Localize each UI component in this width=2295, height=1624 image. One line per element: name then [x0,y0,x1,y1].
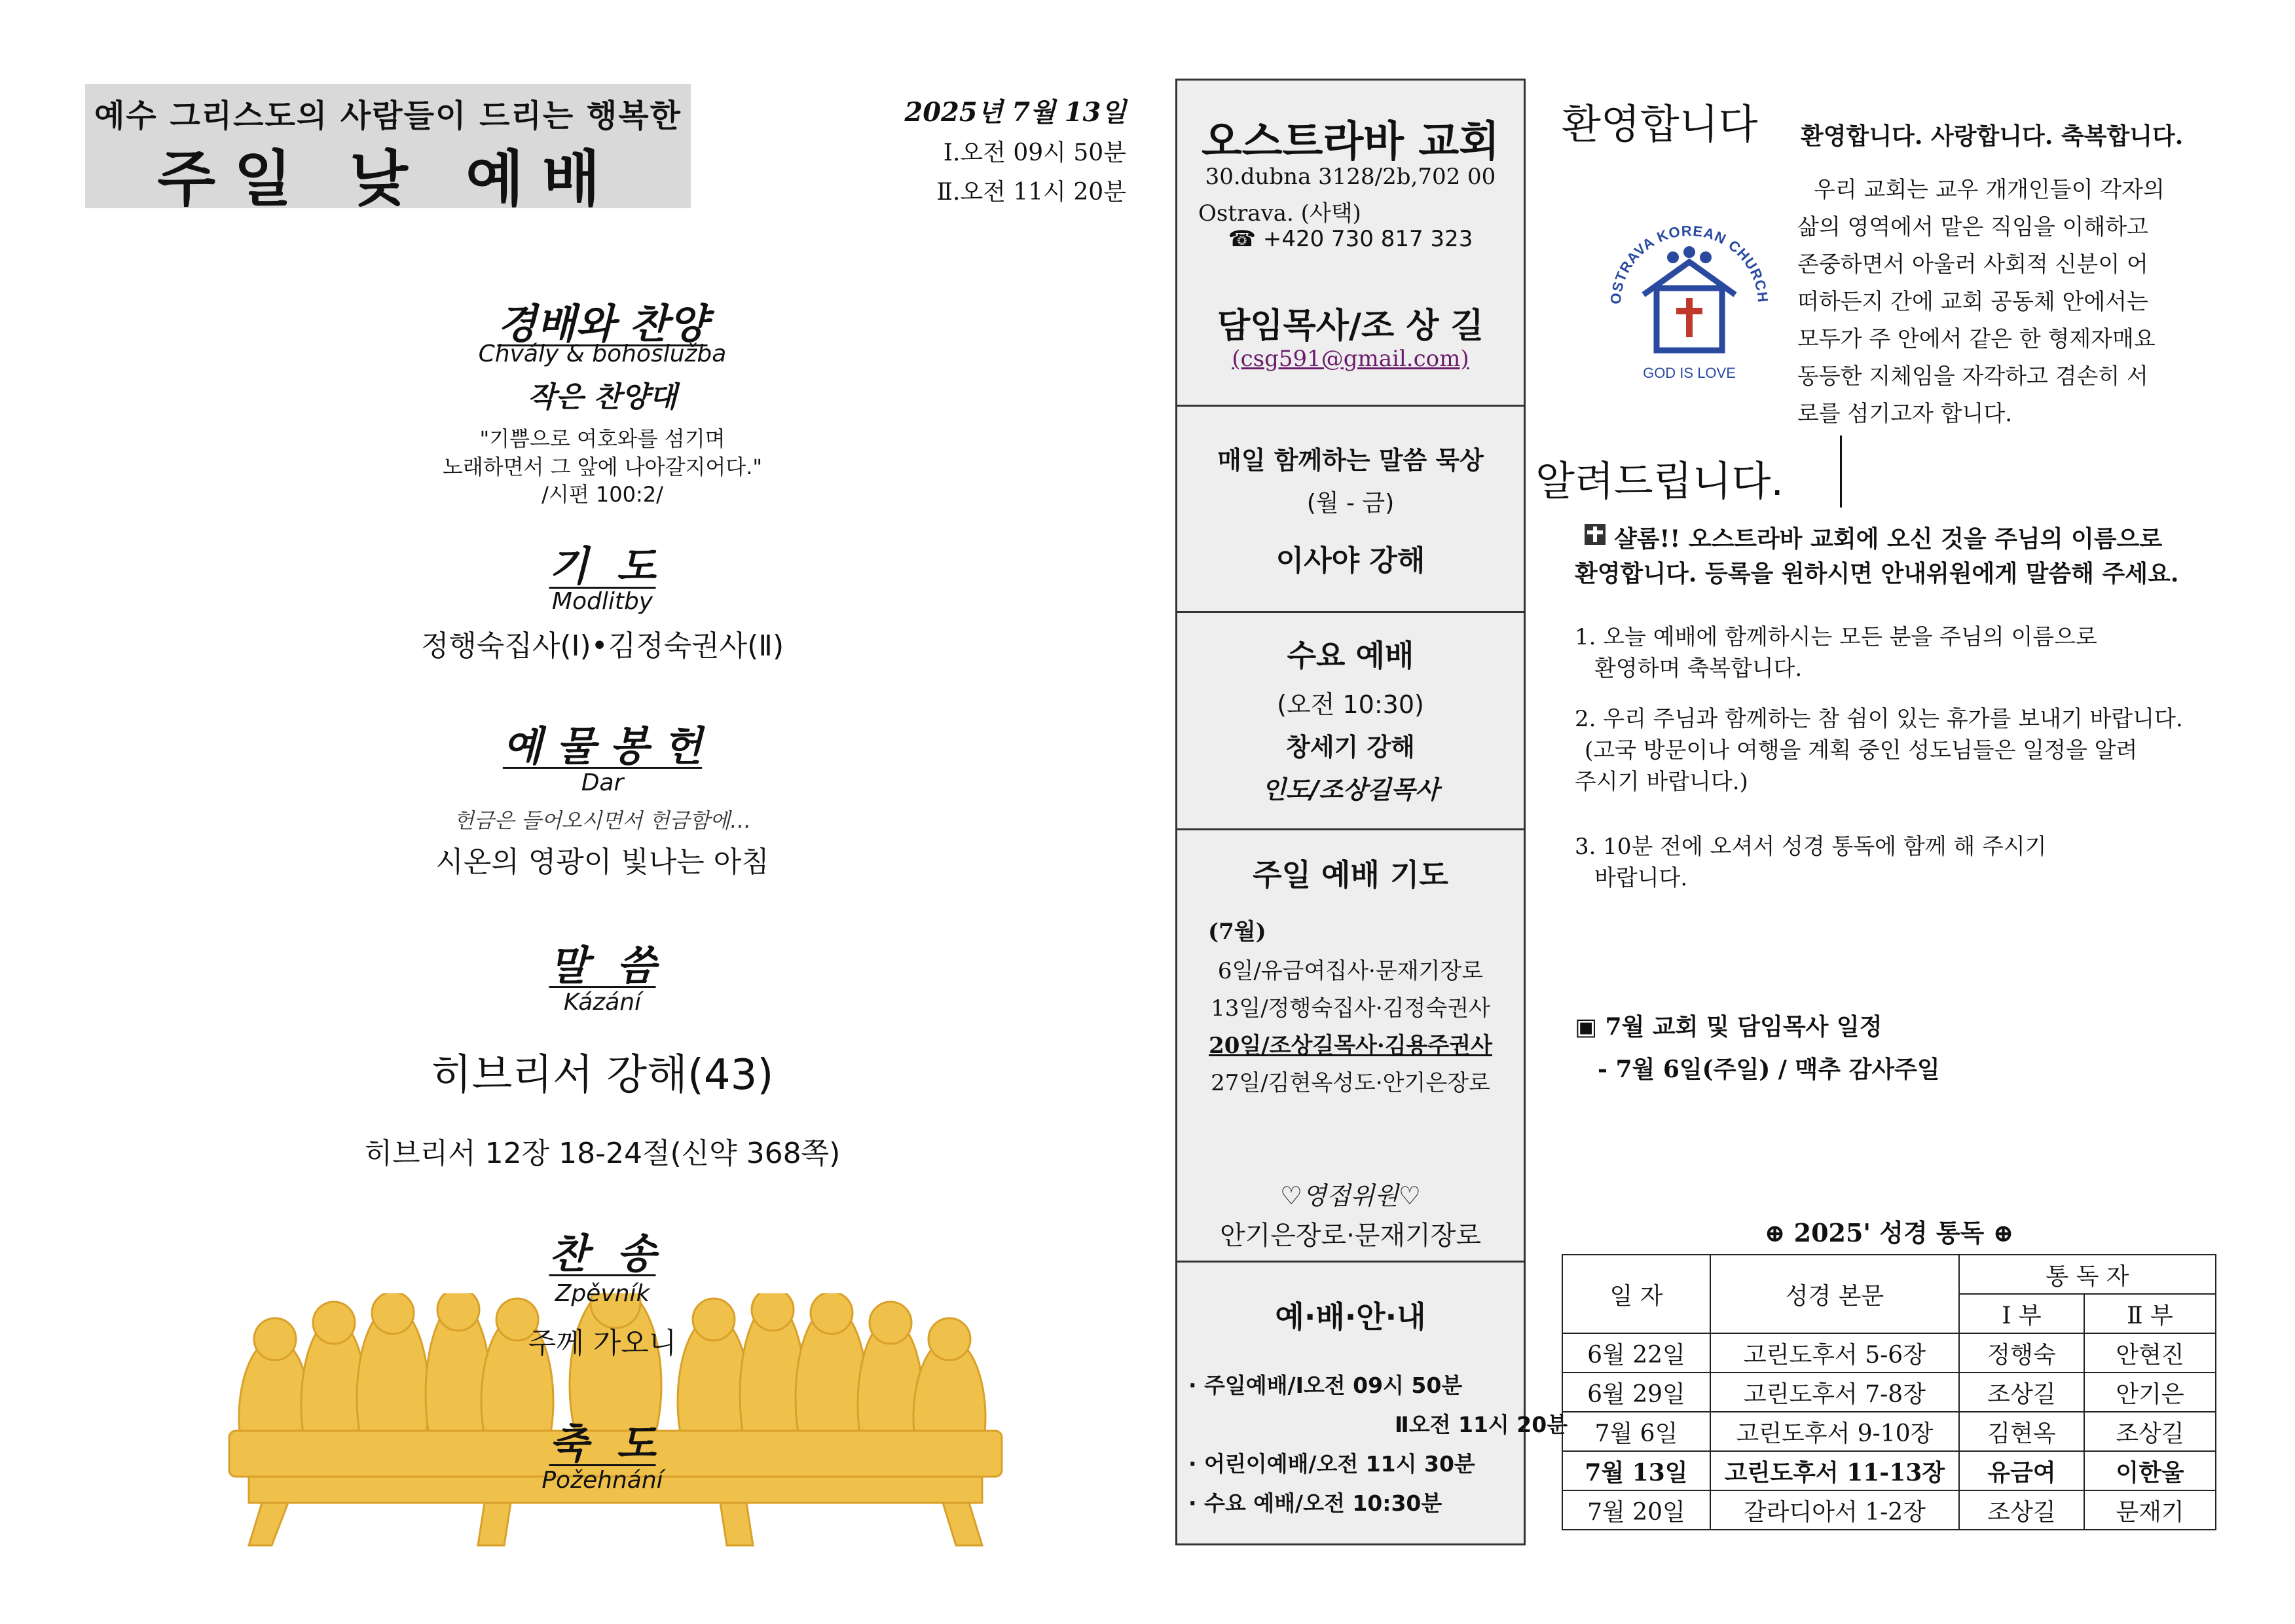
col-header-part1: Ⅰ 부 [1959,1294,2084,1333]
welcome-heading: 환영합니다 [1562,100,1758,148]
table-row-current [1562,1451,2216,1490]
cell-reader1: 조상길 [1959,1490,2084,1530]
church-cross-icon [1585,524,1606,545]
col-header-readers: 통 독 자 [1959,1255,2216,1294]
prayer-schedule-month: (7월) [1208,919,1266,945]
service-title: 주일 낮 예배 [157,144,619,214]
prayer-schedule-title: 주일 예배 기도 [1253,857,1448,893]
wednesday-study: 창세기 강해 [1286,733,1415,762]
col-header-text: 성경 본문 [1710,1255,1959,1333]
service-time-1: Ⅰ.오전 09시 50분 [943,139,1126,166]
greeting-line-2: 환영합니다. 등록을 원하시면 안내위원에게 말씀해 주세요. [1575,560,2179,587]
service-date: 2025년 7월 13일 [904,97,1126,128]
divider [1840,435,1842,507]
divider [1175,611,1526,613]
worship-sub: 작은 찬양대 [528,380,677,414]
worship-latin: Chvály & bohoslužba [478,341,727,367]
welcome-body: 존중하면서 아울러 사회적 신분이 어 [1797,251,2148,278]
divider [1175,1261,1526,1263]
worship-verse-1: "기쁨으로 여호와를 섬기며 [479,426,725,451]
guide-item: · 수요 예배/오전 10:30분 [1188,1490,1442,1516]
prayer-schedule-item: 27일/김현옥성도·안기은장로 [1211,1070,1490,1096]
hymn-title: 주께 가오니 [528,1327,677,1360]
welcome-line: 환영합니다. 사랑합니다. 축복합니다. [1801,122,2184,150]
cell-text: 고린도후서 7-8장 [1710,1373,1959,1412]
church-address-2: Ostrava. (사택) [1198,200,1361,227]
bible-reading-table [1562,1254,2216,1530]
cell-date: 7월 6일 [1562,1412,1710,1451]
cell-text: 갈라디아서 1-2장 [1710,1490,1959,1530]
welcome-body: 로를 섬기고자 합니다. [1797,401,2013,427]
welcome-body: 우리 교회는 교우 개개인들이 각자의 [1814,177,2165,203]
divider [1175,405,1526,407]
logo-text: OSTRAVA KOREAN CHURCH [1607,222,1772,305]
prayer-leaders: 정행숙집사(Ⅰ)•김정숙권사(Ⅱ) [420,629,784,663]
welcome-body: 떠하든지 간에 교회 공동체 안에서는 [1797,289,2148,315]
cell-reader2: 문재기 [2084,1490,2216,1530]
offering-heading: 예 물 봉 헌 [502,722,703,770]
sermon-title: 히브리서 강해(43) [431,1051,774,1099]
cell-reader1: 정행숙 [1959,1333,2084,1373]
guide-item: Ⅱ오전 11시 20분 [1395,1412,1568,1437]
service-subtitle: 예수 그리스도의 사람들이 드리는 행복한 [94,98,682,134]
cell-date: 7월 20일 [1562,1490,1710,1530]
service-time-2: Ⅱ.오전 11시 20분 [936,179,1126,206]
wednesday-time: (오전 10:30) [1277,690,1424,719]
notice-item-1: 1. 오늘 예배에 함께하시는 모든 분을 주님의 이름으로 [1575,624,2097,650]
schedule-title: ▣ 7월 교회 및 담임목사 일정 [1575,1013,1882,1041]
cell-text: 고린도후서 11-13장 [1710,1451,1959,1490]
welcome-body: 삶의 영역에서 맡은 직임을 이해하고 [1797,214,2148,240]
sermon-heading: 말 씀 [549,942,656,989]
worship-verse-ref: /시편 100:2/ [542,482,663,507]
cell-reader2: 안현진 [2084,1333,2216,1373]
benediction-heading: 축 도 [549,1420,656,1467]
daily-meditation-book: 이사야 강해 [1276,544,1425,578]
notice-item-2-cont: 주시기 바랍니다.) [1575,769,1748,795]
cell-text: 고린도후서 5-6장 [1710,1333,1959,1373]
pastor-email[interactable]: (csg591@gmail.com) [1232,346,1469,372]
prayer-schedule-item-current: 20일/조상길목사·김용주권사 [1209,1033,1492,1059]
prayer-latin: Modlitby [551,588,653,615]
notice-item-2-cont: (고국 방문이나 여행을 계획 중인 성도님들은 일정을 알려 [1585,737,2138,764]
church-phone: ☎ +420 730 817 323 [1228,226,1473,252]
worship-heading: 경배와 찬양 [497,300,708,348]
logo-sub: GOD IS LOVE [1643,365,1736,381]
cell-reader2: 안기은 [2084,1373,2216,1412]
cell-reader1: 김현옥 [1959,1412,2084,1451]
offering-hymn: 시온의 영광이 빛나는 아침 [435,845,769,879]
worship-verse-2: 노래하면서 그 앞에 나아갈지어다." [442,454,763,479]
table-row [1562,1490,2216,1530]
wednesday-leader: 인도/조상길목사 [1262,775,1439,804]
cell-date: 6월 29일 [1562,1373,1710,1412]
col-header-part2: Ⅱ 부 [2084,1294,2216,1333]
notice-item-3-cont: 바랍니다. [1594,865,1688,891]
prayer-schedule-item: 13일/정행숙집사·김정숙권사 [1211,995,1490,1022]
offering-latin: Dar [581,769,624,796]
church-address-1: 30.dubna 3128/2b,702 00 [1205,164,1496,190]
benediction-latin: Požehnání [542,1467,663,1494]
table-row [1562,1373,2216,1412]
table-row [1562,1333,2216,1373]
sermon-passage: 히브리서 12장 18-24절(신약 368쪽) [364,1137,841,1170]
notice-heading: 알려드립니다. [1535,457,1784,505]
schedule-item: - 7월 6일(주일) / 맥추 감사주일 [1598,1056,1940,1083]
prayer-heading: 기 도 [549,542,656,590]
notice-item-3: 3. 10분 전에 오셔서 성경 통독에 함께 해 주시기 [1575,834,2047,860]
offering-note: 헌금은 들어오시면서 헌금함에… [453,808,752,833]
ushers-title: ♡영접위원♡ [1280,1181,1421,1210]
greeting-line-1: 샬롬!! 오스트라바 교회에 오신 것을 주님의 이름으로 [1614,525,2163,553]
ushers-names: 안기은장로·문재기장로 [1219,1221,1482,1251]
bible-reading-title: ⊕ 2025' 성경 통독 ⊕ [1764,1218,2014,1247]
cell-reader1: 조상길 [1959,1373,2084,1412]
sermon-latin: Kázání [563,989,642,1016]
welcome-body: 모두가 주 안에서 같은 한 형제자매요 [1797,326,2156,352]
hymn-latin: Zpěvník [555,1280,650,1307]
prayer-schedule-item: 6일/유금여집사·문재기장로 [1217,958,1484,984]
wednesday-title: 수요 예배 [1287,638,1414,673]
daily-meditation-days: (월 - 금) [1306,490,1395,517]
notice-item-1-cont: 환영하며 축복합니다. [1594,655,1803,682]
divider [1175,828,1526,830]
guide-item: · 어린이예배/오전 11시 30분 [1188,1451,1475,1477]
church-name: 오스트라바 교회 [1201,118,1500,166]
cell-reader2: 조상길 [2084,1412,2216,1451]
notice-item-2: 2. 우리 주님과 함께하는 참 쉼이 있는 휴가를 보내기 바랍니다. [1575,706,2183,732]
cell-date: 7월 13일 [1562,1451,1710,1490]
col-header-date: 일 자 [1562,1255,1710,1333]
hymn-heading: 찬 송 [549,1230,656,1278]
daily-meditation-title: 매일 함께하는 말씀 묵상 [1217,446,1484,475]
welcome-body: 동등한 지체임을 자각하고 겸손히 서 [1797,363,2148,390]
cell-text: 고린도후서 9-10장 [1710,1412,1959,1451]
cell-date: 6월 22일 [1562,1333,1710,1373]
church-logo [1601,206,1778,390]
cell-reader2: 이한울 [2084,1451,2216,1490]
table-row [1562,1412,2216,1451]
pastor-name: 담임목사/조 상 길 [1217,306,1484,346]
service-guide-title: 예·배·안·내 [1275,1299,1426,1335]
cell-reader1: 유금여 [1959,1451,2084,1490]
guide-item: · 주일예배/Ⅰ오전 09시 50분 [1188,1373,1463,1398]
